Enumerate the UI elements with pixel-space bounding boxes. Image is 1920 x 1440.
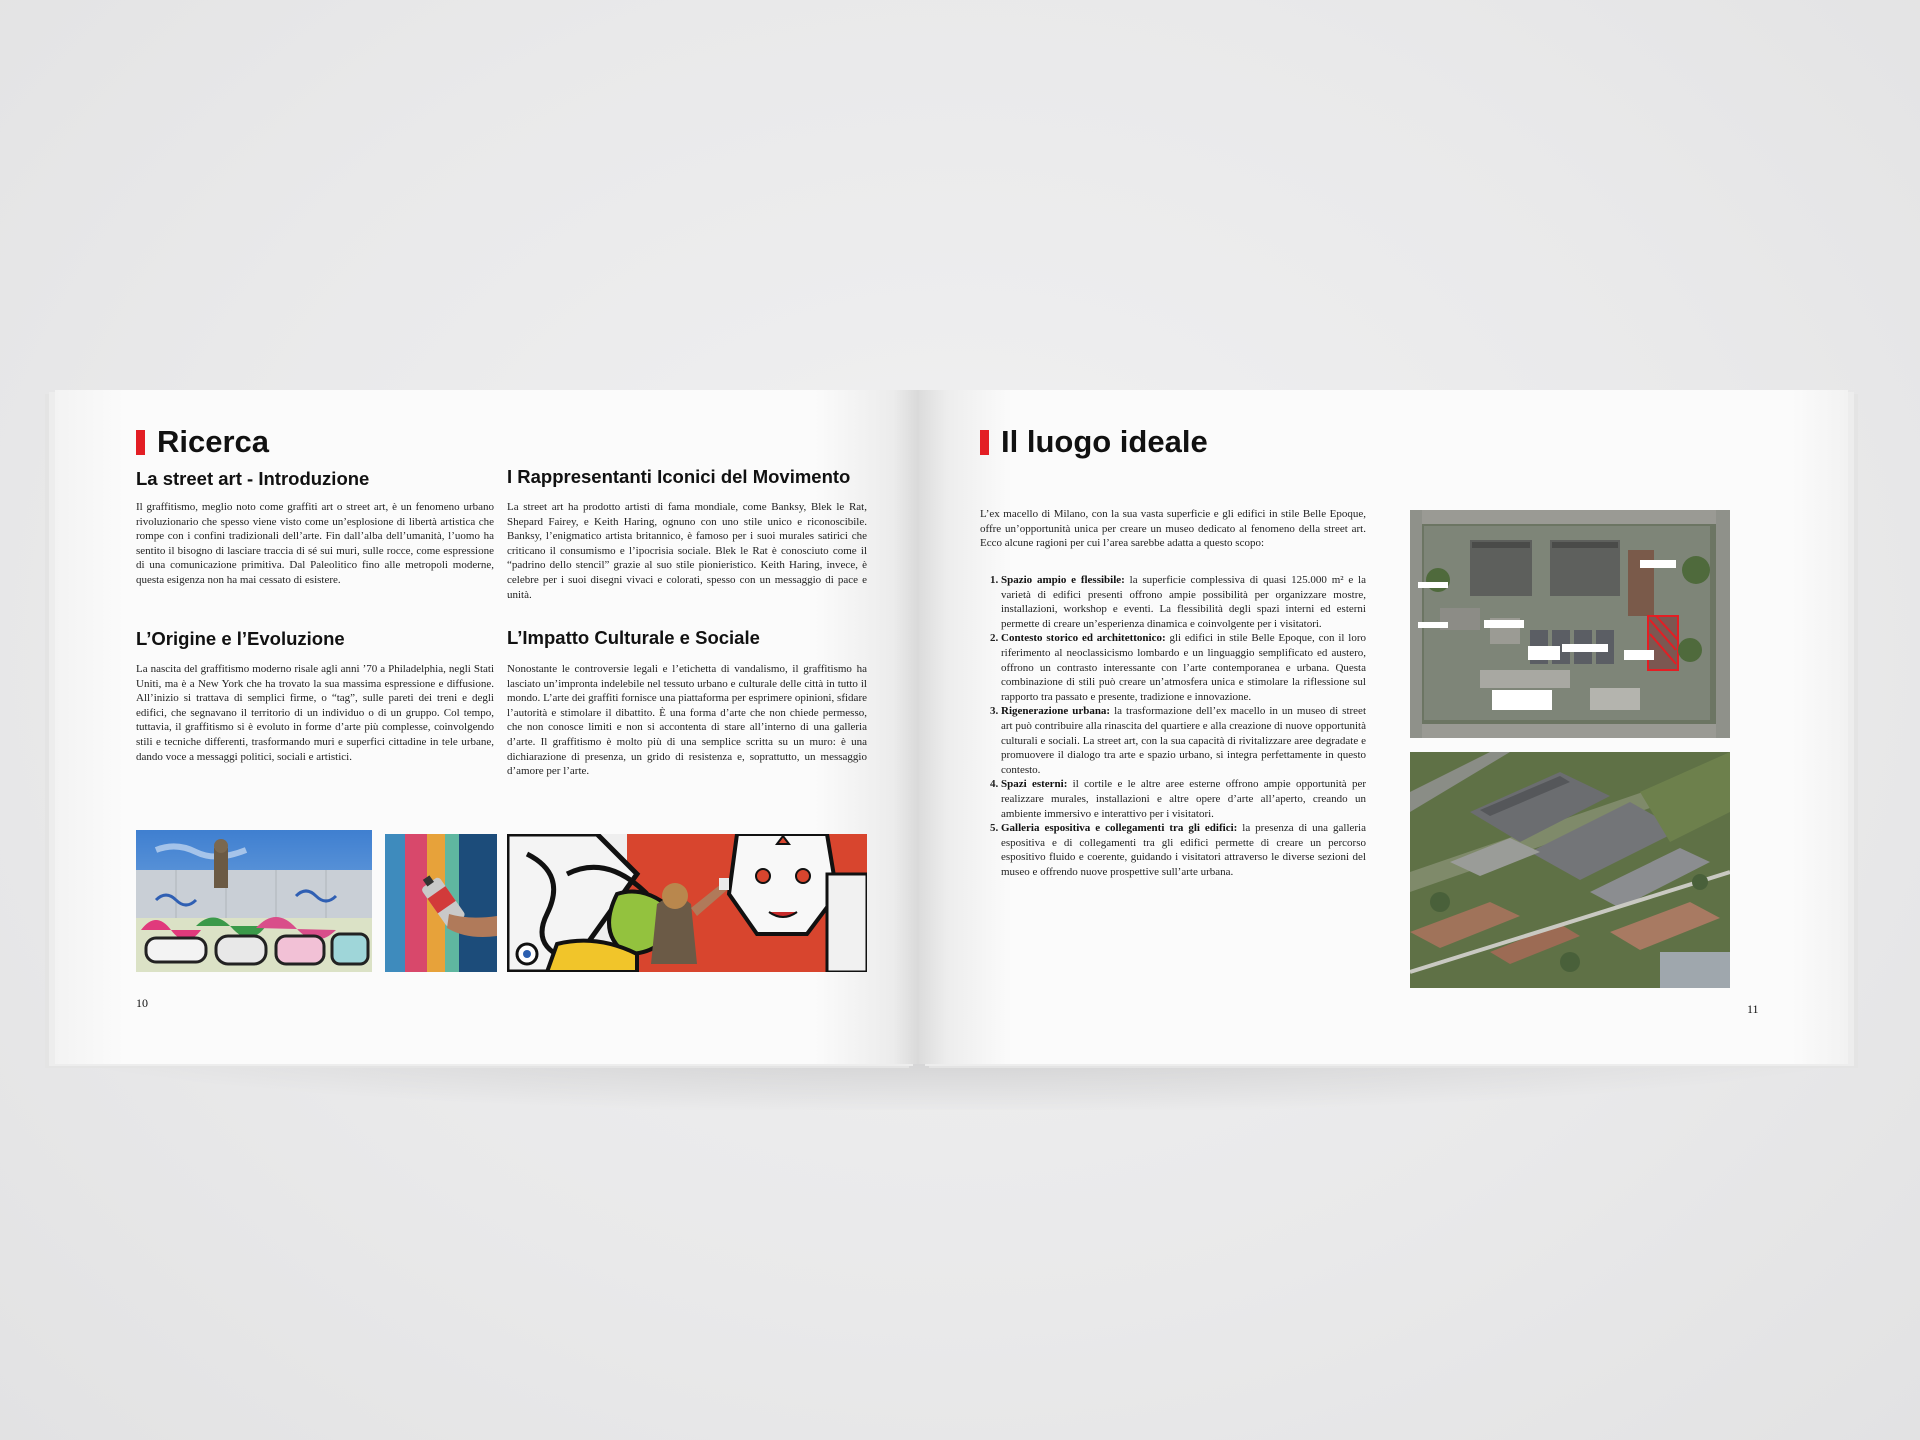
reason-text: gli edifici in stile Belle Epoque, con il loro riferimento al neoclassicismo lombardo e un linguaggio semplificato ed austero, offrono un contrasto interessante con l’arte contemporanea e urbana. Questa combinazione di stili può creare un’atmosfera unica e stimolare la riflessione sul rapporto tra passato e presente, tradizione e innovazione. xyxy=(1001,632,1366,703)
left-page-number: 10 xyxy=(136,996,148,1010)
section-heading-artists: I Rappresentanti Iconici del Movimento xyxy=(507,466,851,487)
left-page-title xyxy=(136,424,269,460)
reasons-list xyxy=(980,573,1366,879)
spray-can-hand-photo xyxy=(385,834,497,972)
left-page xyxy=(55,390,919,1064)
reason-text: il cortile e le altre aree esterne offrono ampie opportunità per realizzare murales, installazioni e altre opere d’arte all’aperto, creando un ambiente immersivo e interattivo per i visitatori. xyxy=(1001,778,1366,820)
aerial-view-photo xyxy=(1410,752,1730,988)
section-text-artists: La street art ha prodotto artisti di fama mondiale, come Banksy, Blek le Rat, Shepard Fairey, e Keith Haring, ognuno con uno stile unico e riconoscibile. Banksy, l’enigmatico artista britannico, è famoso per i suoi murales satirici che criticano il consumismo e l’ipocrisia sociale. Blek le Rat è conosciuto come il “padrino dello stencil” grazie al suo stile pionieristico. Keith Haring, invece, è celebre per i suoi disegni vivaci e colorati, spesso con un messaggio di pace e unità. xyxy=(507,501,867,601)
spray-can-illustration xyxy=(385,834,497,972)
list-item xyxy=(1001,631,1366,704)
berlin-wall-graffiti-illustration xyxy=(136,830,372,972)
section-heading-impact: L’Impatto Culturale e Sociale xyxy=(507,627,760,648)
reason-text: la superficie complessiva di quasi 125.000 m² e la varietà di edifici presenti offrono ampie possibilità per organizzare mostre, installazioni, workshop e eventi. La flessibilità degli spazi interni ed esterni permette di creare un’esperienza dinamica e coinvolgente per i visitatori. xyxy=(1001,574,1366,630)
mural-illustration xyxy=(507,834,867,972)
reason-title: Rigenerazione urbana: xyxy=(1001,705,1111,718)
section-heading-origin: L’Origine e l’Evoluzione xyxy=(136,628,345,649)
title-accent-bar xyxy=(136,430,145,455)
aerial-view-illustration xyxy=(1410,752,1730,988)
reason-title: Spazio ampio e flessibile: xyxy=(1001,574,1125,586)
artist-painting-mural-photo xyxy=(507,834,867,972)
section-text-origin: La nascita del graffitismo moderno risale agli anni ’70 a Philadelphia, negli Stati Uniti, ma è a New York che ha trovato la sua massima espressione e diffusione. All’inizio si trattava di semplici firme, o “tag”, sulle pareti dei treni e degli edifici, che segnavano il territorio di un individuo o di un gruppo. Col tempo, tuttavia, il graffitismo si è evoluto in forme d’arte più complesse, coinvolgendo stili e tecniche differenti, trasformando muri e superfici cittadine in tele urbane, dando voce a messaggi politici, sociali e artistici. xyxy=(136,663,494,763)
reason-title: Spazi esterni: xyxy=(1001,778,1068,791)
right-page-title-text: Il luogo ideale xyxy=(1001,424,1208,459)
reason-title: Contesto storico ed architettonico: xyxy=(1001,632,1166,645)
section-text-intro: Il graffitismo, meglio noto come graffiti art o street art, è un fenomeno urbano rivoluzionario che spesso viene visto come un’esplosione di libertà artistica che rompe con i confini tradizionali dell’arte. Fin dall’alba dell’umanità, l’uomo ha sentito il bisogno di lasciare traccia di sé sui muri, sulle rocce, come espressione di una comunicazione primitiva. Dal Paleolitico fino alle metropoli moderne, questa esigenza non ha mai cessato di esistere. xyxy=(136,501,494,586)
right-page-number: 11 xyxy=(1747,1002,1759,1016)
list-item xyxy=(1001,704,1366,777)
list-item xyxy=(1001,777,1366,821)
left-page-title-text: Ricerca xyxy=(157,424,270,459)
intro-paragraph: L’ex macello di Milano, con la sua vasta superficie e gli edifici in stile Belle Epoque, offre un’opportunità unica per creare un museo dedicato al fenomeno della street art. Ecco alcune ragioni per cui l’area sarebbe adatta a questo scopo: xyxy=(980,508,1366,550)
section-heading-intro: La street art - Introduzione xyxy=(136,468,370,489)
reason-text: la presenza di una galleria espositiva e di collegamenti tra gli edifici permette di creare un percorso espositivo fluido e coerente, guidando i visitatori attraverso le diverse sezioni del museo e offrendo nuove prospettive sull’arte urbana. xyxy=(1001,822,1366,878)
reason-text: la trasformazione dell’ex macello in un museo di street art può contribuire alla rinascita del quartiere e alla creazione di nuove opportunità culturali e sociali. La street art, con la sua capacità di rivitalizzare aree degradate e promuovere il dialogo tra arte e spazio urbano, si integra perfettamente in questo contesto. xyxy=(1001,705,1366,776)
list-item xyxy=(1001,573,1366,631)
berlin-wall-graffiti-photo xyxy=(136,830,372,972)
right-page-title xyxy=(980,424,1208,460)
list-item xyxy=(1001,821,1366,879)
reason-title: Galleria espositiva e collegamenti tra gli edifici: xyxy=(1001,822,1238,835)
right-page xyxy=(919,390,1848,1064)
satellite-map-photo xyxy=(1410,510,1730,738)
section-text-impact: Nonostante le controversie legali e l’etichetta di vandalismo, il graffitismo ha lasciato un’impronta indelebile nel tessuto urbano e culturale delle città in tutto il mondo. L’arte dei graffiti fornisce una piattaforma per esprimere opinioni, sfidare l’autorità e stimolare il dibattito. È una forma d’arte che non chiede permesso, che non conosce limiti e non si accontenta di stare all’interno di una galleria d’arte. Il graffitismo è molto più di una semplice scritta su un muro: è una dichiarazione di presenza, un grido di resistenza e, soprattutto, un messaggio d’amore per l’arte. xyxy=(507,663,867,778)
satellite-map-illustration xyxy=(1410,510,1730,738)
title-accent-bar xyxy=(980,430,989,455)
